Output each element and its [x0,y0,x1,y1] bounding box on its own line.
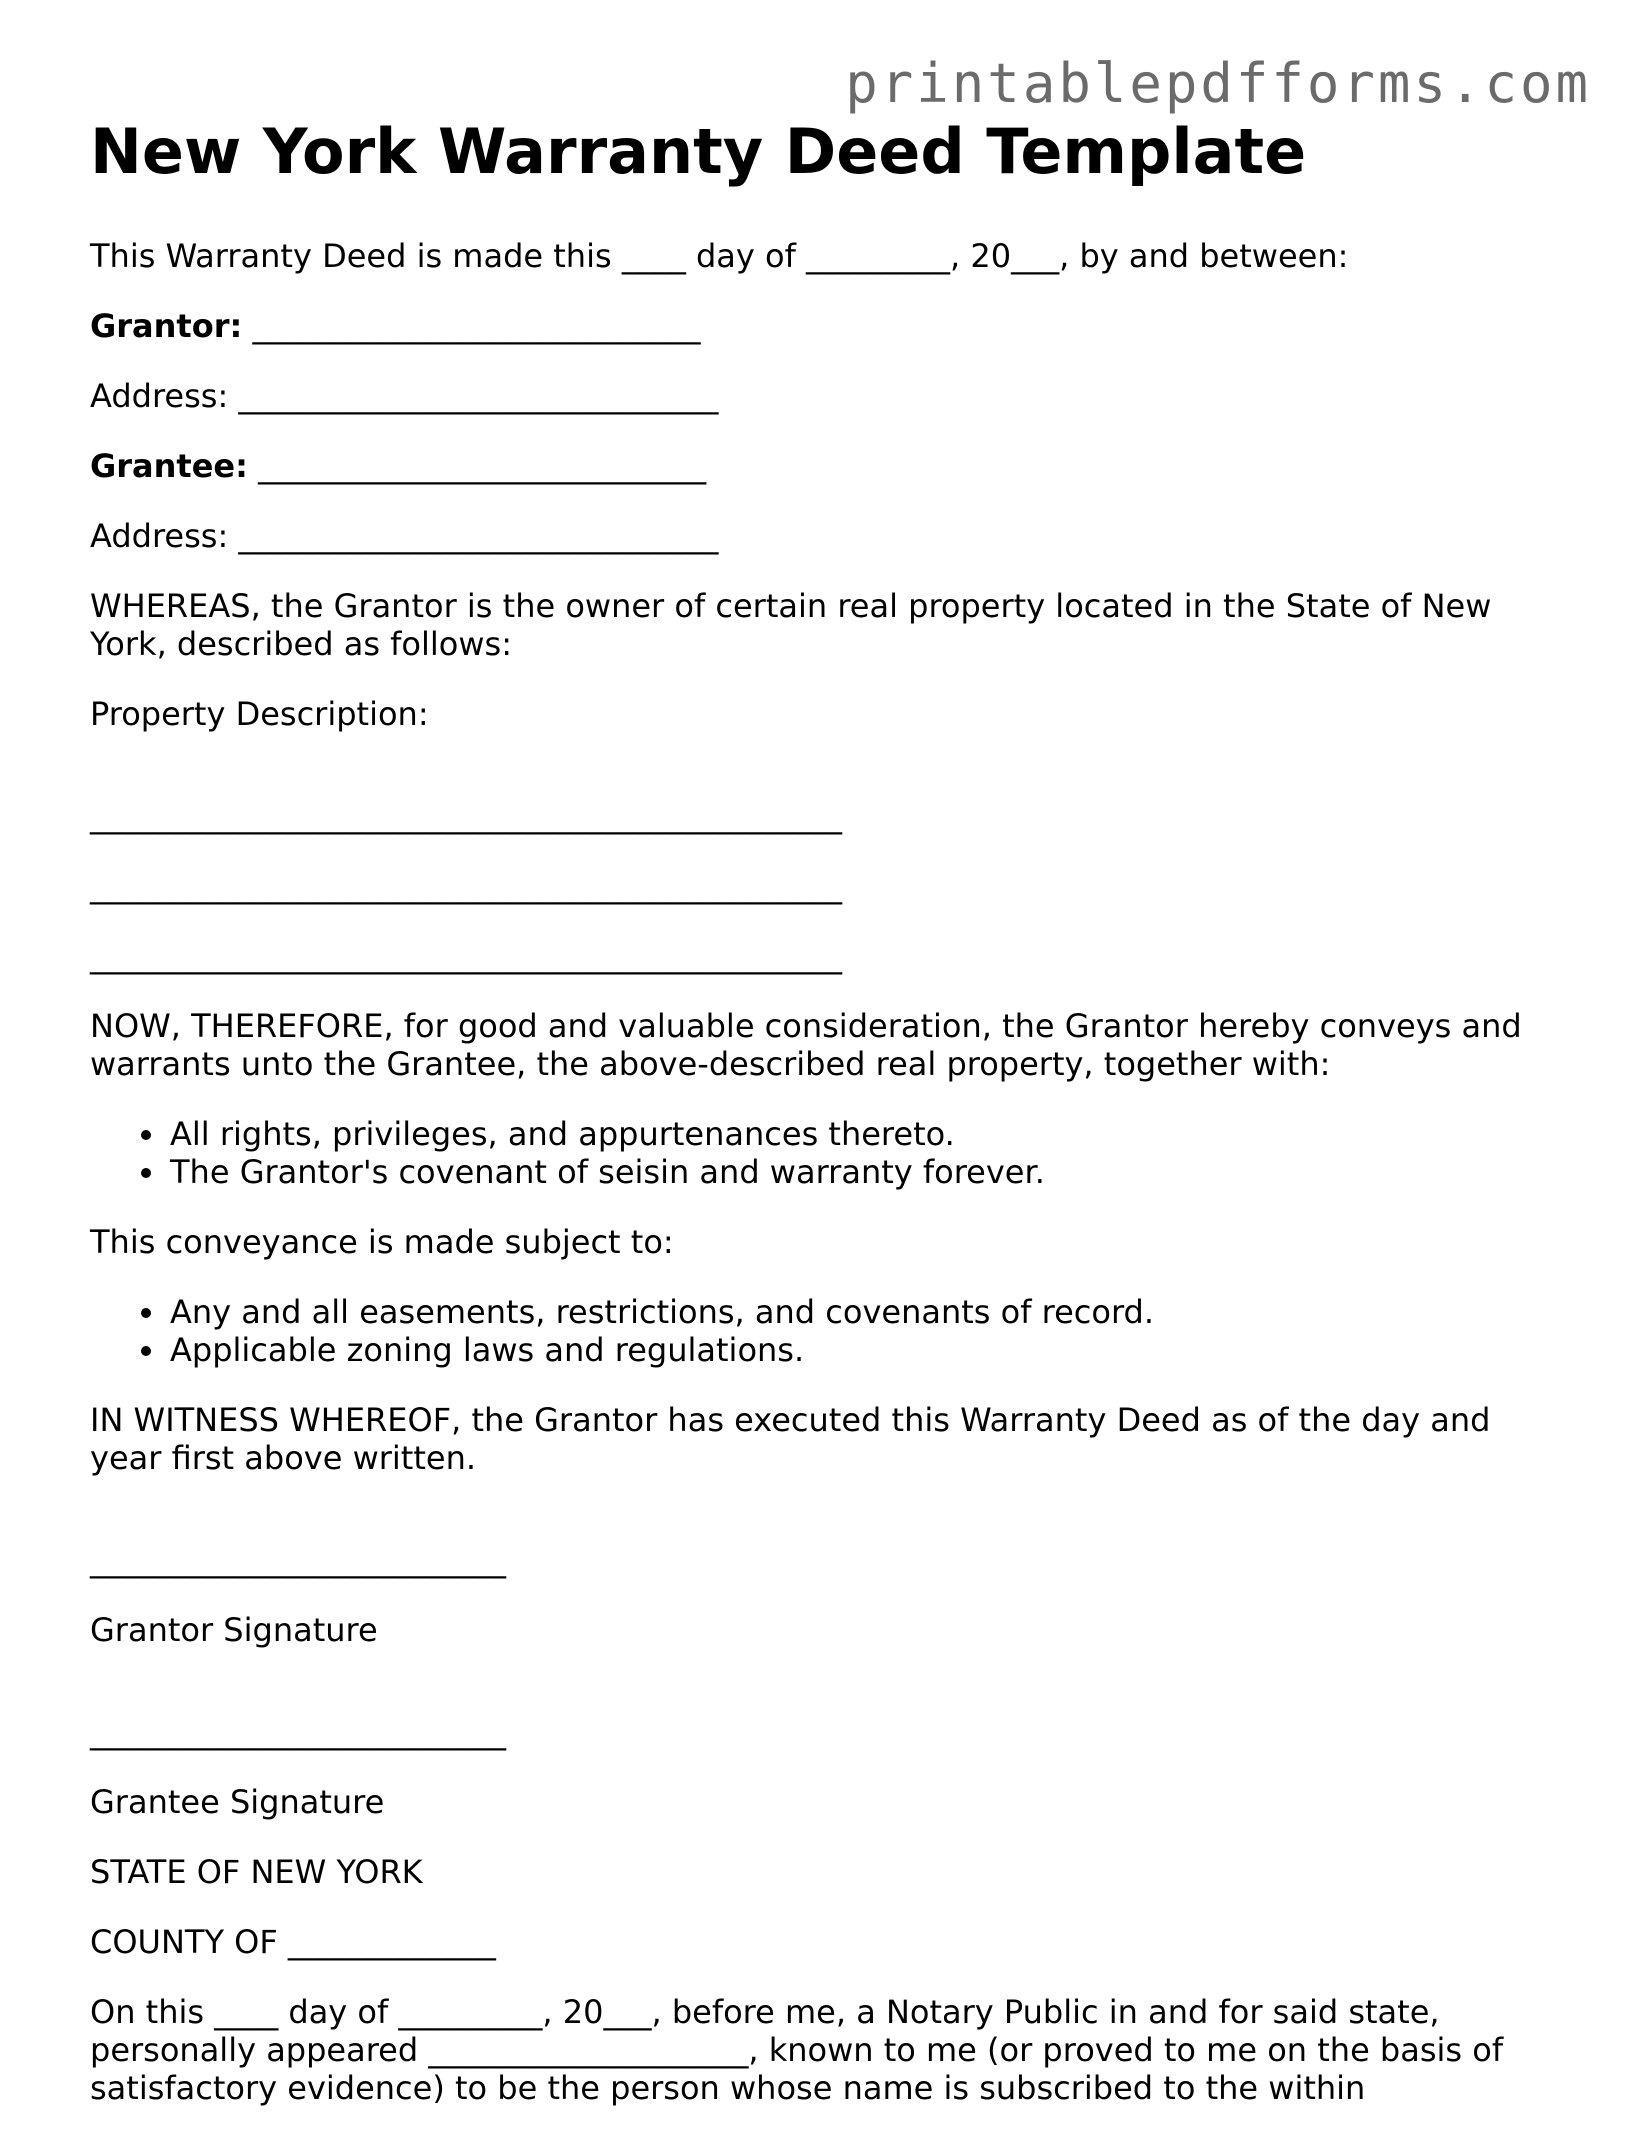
grantee-address-field: Address: ______________________________ [90,517,719,555]
grantor-signature-line: __________________________ [90,1541,506,1579]
in-witness-paragraph: IN WITNESS WHEREOF, the Grantor has executed this Warranty Deed as of the day and year first above written. [90,1401,1501,1477]
grantee-signature-label: Grantee Signature [90,1783,385,1821]
description-line-3: _______________________________________________ [90,937,842,975]
list-item: • Any and all easements, restrictions, and covenants of record. [168,1293,1560,1331]
grantee-field [90,447,1560,485]
grantee-label: Grantee: [90,447,248,485]
list-item: • All rights, privileges, and appurtenances thereto. [168,1115,1560,1153]
together-with-list [90,1115,1560,1191]
grantor-blank: ____________________________ [242,307,701,345]
watermark: printablepdfforms.com [845,52,1591,115]
list-item: • Applicable zoning laws and regulations. [168,1331,1560,1369]
state-line: STATE OF NEW YORK [90,1853,423,1891]
document-page [90,112,1560,2139]
grantor-address-field: Address: ______________________________ [90,377,719,415]
grantor-field [90,307,1560,345]
county-line: COUNTY OF _____________ [90,1923,496,1961]
subject-to-intro: This conveyance is made subject to: [90,1223,674,1261]
grantor-signature-label: Grantor Signature [90,1611,378,1649]
property-description-label: Property Description: [90,695,429,733]
subject-to-list [90,1293,1560,1369]
grantee-blank: ____________________________ [247,447,707,485]
intro-paragraph: This Warranty Deed is made this ____ day of _________, 20___, by and between: [90,237,1349,275]
page-title: New York Warranty Deed Template [90,115,1307,188]
grantor-label: Grantor: [90,307,243,345]
description-line-2: _______________________________________________ [90,867,842,905]
list-item: • The Grantor's covenant of seisin and warranty forever. [168,1153,1560,1191]
notary-paragraph: On this ____ day of _________, 20___, before me, a Notary Public in and for said state, personally appeared ____________________, known to me (or proved to me on the basis of satisfactory evidence) to be the person whose name is subscribed to the within [90,1993,1514,2107]
description-line-1: _______________________________________________ [90,797,842,835]
grantee-signature-line: __________________________ [90,1713,506,1751]
now-therefore-paragraph: NOW, THEREFORE, for good and valuable consideration, the Grantor hereby conveys and warrants unto the Grantee, the above-described real property, together with: [90,1007,1532,1083]
whereas-paragraph: WHEREAS, the Grantor is the owner of certain real property located in the State of New York, described as follows: [90,587,1502,663]
